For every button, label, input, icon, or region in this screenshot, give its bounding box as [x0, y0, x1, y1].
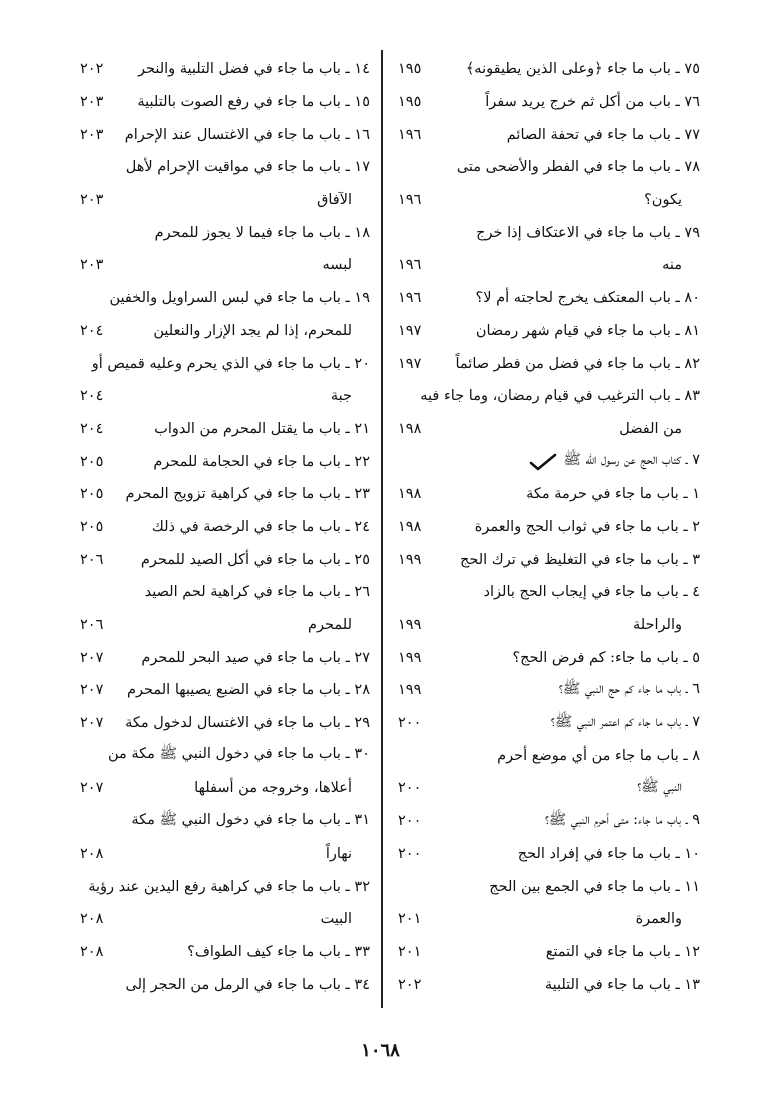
entry-title: ٨٢ ـ باب ما جاء في فضل من فطر صائماً: [455, 355, 700, 372]
entry-title: ٢٨ ـ باب ما جاء في الضبع يصيبها المحرم: [127, 682, 370, 699]
entry-title: ٣٢ ـ باب ما جاء في كراهية رفع اليدين عند رؤية: [88, 878, 370, 895]
index-entry: [398, 609, 700, 642]
entry-page: ٢٠٧: [80, 649, 104, 666]
entry-title: ٨٠ ـ باب المعتكف يخرج لحاجته أم لا؟: [475, 290, 700, 307]
index-entry: [398, 838, 700, 871]
entry-title: الآفاق: [317, 192, 352, 209]
index-entry: [398, 511, 700, 544]
index-entry: [80, 249, 370, 282]
entry-page: ١٩٥: [398, 61, 422, 78]
entry-title: والراحلة: [632, 617, 682, 634]
index-entry: [398, 445, 700, 478]
entry-title: ٢٦ ـ باب ما جاء في كراهية لحم الصيد: [144, 584, 370, 601]
entry-title: ١٢ ـ باب ما جاء في التمتع: [545, 943, 700, 960]
entry-title: ٢ ـ باب ما جاء في ثواب الحج والعمرة: [474, 518, 700, 535]
entry-title: ١١ ـ باب ما جاء في الجمع بين الحج: [489, 878, 700, 895]
index-entry: [80, 543, 370, 576]
entry-title: النبي ﷺ؟: [637, 778, 682, 795]
entry-page: ١٩٦: [398, 290, 422, 307]
entry-page: ٢٠٤: [80, 388, 104, 405]
entry-page: ٢٠٨: [80, 943, 104, 960]
index-entry: [398, 968, 700, 1001]
column-divider: [381, 50, 383, 1008]
right-column: [398, 53, 700, 1001]
left-column: [80, 53, 370, 1001]
entry-title: ١٨ ـ باب ما جاء فيما لا يجوز للمحرم: [154, 224, 370, 241]
entry-page: ٢٠٧: [80, 682, 104, 699]
entry-title: للمحرم: [308, 617, 352, 634]
entry-page: ١٩٨: [398, 518, 422, 535]
index-entry: [398, 315, 700, 348]
entry-title: منه: [662, 257, 682, 274]
entry-title: ٨١ ـ باب ما جاء في قيام شهر رمضان: [475, 322, 700, 339]
entry-title: البيت: [320, 911, 352, 928]
index-entry: [398, 413, 700, 446]
index-entry: [80, 838, 370, 871]
entry-title: ٧٩ ـ باب ما جاء في الاعتكاف إذا خرج: [476, 224, 700, 241]
index-entry: [80, 184, 370, 217]
entry-page: ٢٠٥: [80, 518, 104, 535]
index-entry: [398, 216, 700, 249]
entry-title: ١٩ ـ باب ما جاء في لبس السراويل والخفين: [109, 290, 370, 307]
entry-page: ٢٠٦: [80, 551, 104, 568]
index-entry: [80, 739, 370, 772]
entry-title: للمحرم، إذا لم يجد الإزار والنعلين: [153, 322, 352, 339]
index-entry: [398, 576, 700, 609]
entry-title: ٣ ـ باب ما جاء في التغليظ في ترك الحج: [460, 551, 700, 568]
index-entry: [398, 282, 700, 315]
entry-page: ٢٠٢: [398, 976, 422, 993]
entry-page: ٢٠٣: [80, 126, 104, 143]
index-entry: [398, 805, 700, 838]
entry-title: ٥ ـ باب ما جاء: كم فرض الحج؟: [512, 649, 700, 666]
entry-title: ١٠ ـ باب ما جاء في إفراد الحج: [517, 845, 700, 862]
index-entry: [80, 576, 370, 609]
entry-title: ٢٠ ـ باب ما جاء في الذي يحرم وعليه قميص أو: [91, 355, 370, 372]
entry-title: نهاراً: [325, 845, 352, 862]
entry-title: من الفضل: [619, 420, 682, 437]
index-entry: [80, 772, 370, 805]
entry-title: ٢٧ ـ باب ما جاء في صيد البحر للمحرم: [141, 649, 370, 666]
entry-page: ٢٠٠: [398, 780, 422, 797]
index-entry: [398, 641, 700, 674]
entry-page: ٢٠١: [398, 943, 422, 960]
entry-page: ١٩٥: [398, 94, 422, 111]
index-entry: [80, 315, 370, 348]
index-entry: [80, 609, 370, 642]
entry-page: ٢٠٣: [80, 192, 104, 209]
entry-page: ٢٠٥: [80, 486, 104, 503]
entry-title: ٣٤ ـ باب ما جاء في الرمل من الحجر إلى: [125, 976, 370, 993]
index-entry: [80, 53, 370, 86]
entry-page: ١٩٨: [398, 486, 422, 503]
index-entry: [80, 936, 370, 969]
entry-page: ١٩٧: [398, 322, 422, 339]
index-entry: [398, 772, 700, 805]
index-entry: [80, 903, 370, 936]
entry-title: ٢٤ ـ باب ما جاء في الرخصة في ذلك: [151, 518, 370, 535]
entry-page: ١٩٩: [398, 551, 422, 568]
index-entry: [80, 870, 370, 903]
entry-title: ٢٢ ـ باب ما جاء في الحجامة للمحرم: [153, 453, 370, 470]
entry-page: ٢٠٣: [80, 94, 104, 111]
entry-title: والعمرة: [635, 911, 682, 928]
index-entry: [398, 936, 700, 969]
index-entry: [398, 249, 700, 282]
entry-title: ١٤ ـ باب ما جاء في فضل التلبية والنحر: [137, 61, 370, 78]
entry-page: ٢٠٠: [398, 813, 422, 830]
entry-page: ١٩٦: [398, 192, 422, 209]
index-entry: [398, 184, 700, 217]
entry-page: ٢٠٧: [80, 715, 104, 732]
index-entry: [80, 380, 370, 413]
index-entry: [80, 511, 370, 544]
index-entry: [80, 968, 370, 1001]
entry-page: ٢٠٦: [80, 617, 104, 634]
entry-page: ٢٠٥: [80, 453, 104, 470]
entry-title: ٧٥ ـ باب ما جاء ﴿وعلى الذين يطيقونه﴾: [465, 61, 700, 78]
index-entry: [398, 478, 700, 511]
index-entry: [398, 903, 700, 936]
entry-page: ٢٠٣: [80, 257, 104, 274]
index-entry: [80, 805, 370, 838]
entry-page: ١٩٩: [398, 682, 422, 699]
entry-title: ٨ ـ باب ما جاء من أي موضع أحرم: [497, 747, 700, 764]
entry-page: ١٩٩: [398, 649, 422, 666]
entry-title: ٧ ـ باب ما جاء كم اعتمر النبي ﷺ؟: [550, 713, 700, 730]
entry-title: ٦ ـ باب ما جاء كم حج النبي ﷺ؟: [558, 680, 700, 697]
entry-title: ١٥ ـ باب ما جاء في رفع الصوت بالتلبية: [137, 94, 370, 111]
entry-page: ٢٠٤: [80, 322, 104, 339]
entry-title: ٢٥ ـ باب ما جاء في أكل الصيد للمحرم: [140, 551, 370, 568]
entry-title: ٧٨ ـ باب ما جاء في الفطر والأضحى متى: [456, 159, 700, 176]
index-entry: [80, 478, 370, 511]
index-entry: [398, 151, 700, 184]
index-entry: [398, 674, 700, 707]
index-entry: [398, 53, 700, 86]
index-entry: [398, 380, 700, 413]
entry-page: ١٩٨: [398, 420, 422, 437]
entry-page: ١٩٩: [398, 617, 422, 634]
index-entry: [80, 282, 370, 315]
entry-page: ٢٠٨: [80, 911, 104, 928]
index-entry: [398, 739, 700, 772]
entry-page: ٢٠٠: [398, 845, 422, 862]
entry-title: ٤ ـ باب ما جاء في إيجاب الحج بالزاد: [483, 584, 700, 601]
entry-title: ٣١ ـ باب ما جاء في دخول النبي ﷺ مكة: [131, 811, 370, 828]
entry-page: ٢٠٠: [398, 715, 422, 732]
entry-page: ٢٠٨: [80, 845, 104, 862]
index-entry: [398, 707, 700, 740]
entry-title: ٢٩ ـ باب ما جاء في الاغتسال لدخول مكة: [125, 715, 370, 732]
index-entry: [80, 413, 370, 446]
entry-title: ٣٣ ـ باب ما جاء كيف الطواف؟: [187, 943, 370, 960]
entry-page: ٢٠٧: [80, 780, 104, 797]
entry-title: ٧ ـ كتاب الحج عن رسول الله ﷺ: [563, 452, 700, 469]
index-entry: [80, 118, 370, 151]
checkmark-icon: [529, 453, 557, 471]
index-entry: [398, 347, 700, 380]
entry-title: ٨٣ ـ باب الترغيب في قيام رمضان، وما جاء فيه: [420, 388, 700, 405]
index-entry: [398, 118, 700, 151]
index-entry: [398, 543, 700, 576]
index-entry: [80, 674, 370, 707]
entry-page: ٢٠١: [398, 911, 422, 928]
entry-title: ٣٠ ـ باب ما جاء في دخول النبي ﷺ مكة من: [107, 746, 370, 763]
entry-title: ١٦ ـ باب ما جاء في الاغتسال عند الإحرام: [124, 126, 370, 143]
entry-page: ١٩٦: [398, 126, 422, 143]
index-entry: [398, 870, 700, 903]
page-number: ١٠٦٨: [361, 1040, 400, 1061]
index-entry: [80, 216, 370, 249]
entry-title: لبسه: [322, 257, 352, 274]
entry-title: ٩ ـ باب ما جاء: متى أحرم النبي ﷺ؟: [544, 811, 700, 828]
entry-title: ٧٦ ـ باب من أكل ثم خرج يريد سفراً: [485, 94, 700, 111]
entry-title: ٧٧ ـ باب ما جاء في تحفة الصائم: [506, 126, 700, 143]
entry-page: ١٩٧: [398, 355, 422, 372]
entry-title: أعلاها، وخروجه من أسفلها: [194, 780, 352, 797]
index-entry: [80, 347, 370, 380]
index-entry: [80, 641, 370, 674]
entry-page: ٢٠٢: [80, 61, 104, 78]
index-entry: [398, 86, 700, 119]
entry-title: جبة: [330, 388, 352, 405]
entry-title: ١٧ ـ باب ما جاء في مواقيت الإحرام لأهل: [125, 159, 370, 176]
entry-page: ٢٠٤: [80, 420, 104, 437]
index-entry: [80, 445, 370, 478]
entry-title: ٢٣ ـ باب ما جاء في كراهية تزويج المحرم: [125, 486, 370, 503]
entry-title: ١ ـ باب ما جاء في حرمة مكة: [526, 486, 700, 503]
entry-title: يكون؟: [644, 192, 682, 209]
index-entry: [80, 151, 370, 184]
entry-title: ٢١ ـ باب ما يقتل المحرم من الدواب: [154, 420, 370, 437]
entry-title: ١٣ ـ باب ما جاء في التلبية: [544, 976, 700, 993]
entry-page: ١٩٦: [398, 257, 422, 274]
index-entry: [80, 86, 370, 119]
index-entry: [80, 707, 370, 740]
